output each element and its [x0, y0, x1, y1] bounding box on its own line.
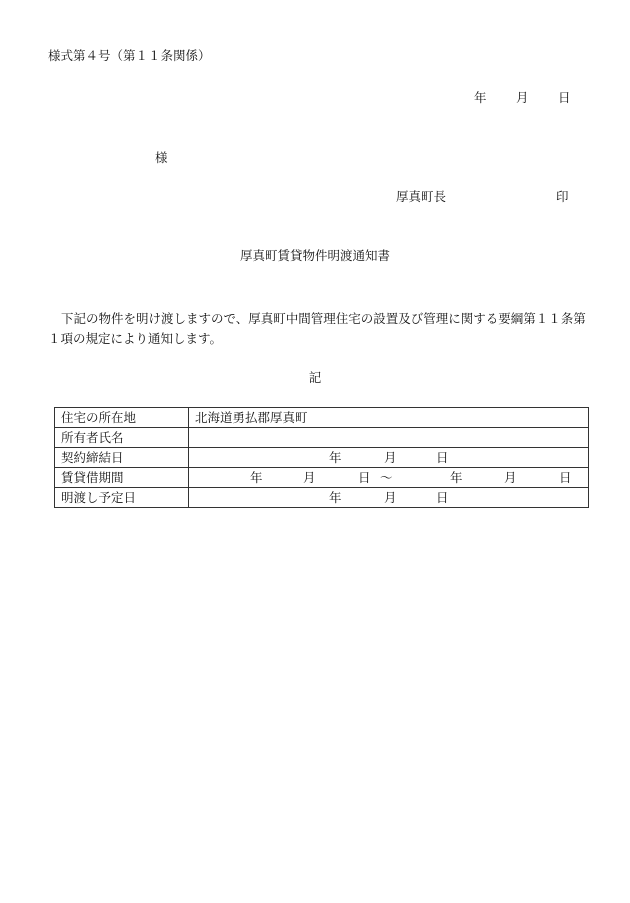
owner-value: [189, 428, 589, 448]
row-label-lease-period: 賃貸借期間: [55, 468, 189, 488]
contract-date-value: [189, 448, 589, 468]
table-row: [55, 468, 589, 488]
contract-date-day: 日: [436, 450, 449, 465]
issue-date-year: 年: [474, 90, 487, 105]
vacate-date-day: 日: [436, 490, 449, 505]
lease-end-year: 年: [450, 470, 463, 485]
row-label-address: 住宅の所在地: [55, 408, 189, 428]
contract-date-year: 年: [329, 450, 342, 465]
table-row: [55, 428, 589, 448]
vacate-date-month: 月: [384, 490, 397, 505]
row-label-contract-date: 契約締結日: [55, 448, 189, 468]
body-paragraph: 下記の物件を明け渡しますので、厚真町中間管理住宅の設置及び管理に関する要綱第１１条第１項の規定により通知します。: [48, 311, 586, 346]
lease-end-month: 月: [504, 470, 517, 485]
table-row: [55, 488, 589, 508]
issue-date: [474, 92, 571, 105]
table-row: [55, 448, 589, 468]
addressee-suffix: 様: [155, 150, 168, 165]
details-table: [54, 407, 589, 508]
lease-period-value: [189, 468, 589, 488]
issuer-title: 厚真町長: [396, 189, 447, 204]
form-number: 様式第４号（第１１条関係）: [48, 48, 211, 63]
issue-date-month: 月: [516, 90, 529, 105]
lease-range-tilde: ～: [380, 470, 393, 485]
lease-start-month: 月: [303, 470, 316, 485]
vacate-date-value: [189, 488, 589, 508]
lease-start-day: 日: [358, 470, 371, 485]
issue-date-day: 日: [558, 90, 571, 105]
vacate-date-year: 年: [329, 490, 342, 505]
row-label-owner: 所有者氏名: [55, 428, 189, 448]
seal-mark: 印: [556, 189, 569, 204]
row-label-vacate-date: 明渡し予定日: [55, 488, 189, 508]
document-title: 厚真町賃貸物件明渡通知書: [239, 248, 390, 263]
lease-start-year: 年: [250, 470, 263, 485]
table-row: [55, 408, 589, 428]
address-value: 北海道勇払郡厚真町: [189, 408, 589, 428]
ki-heading: 記: [308, 370, 322, 385]
lease-end-day: 日: [559, 470, 572, 485]
contract-date-month: 月: [384, 450, 397, 465]
